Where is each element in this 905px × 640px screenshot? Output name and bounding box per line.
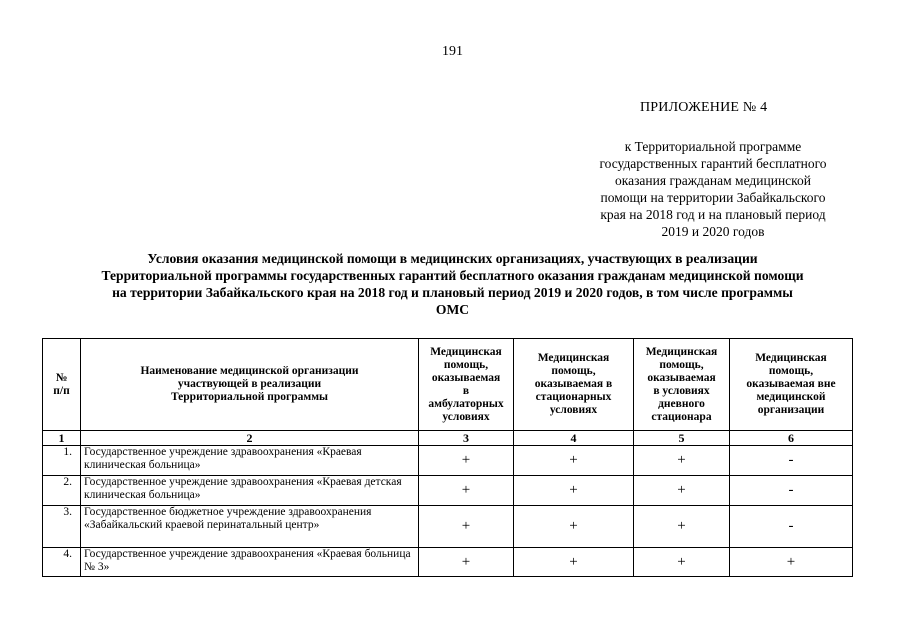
header-line: № xyxy=(55,371,68,384)
row-number: 4. xyxy=(43,548,81,577)
ambulatory-mark: + xyxy=(419,446,514,476)
header-line: помощь, xyxy=(443,358,489,371)
column-number: 2 xyxy=(81,431,419,446)
column-number: 6 xyxy=(730,431,853,446)
ambulatory-mark: + xyxy=(419,476,514,506)
organization-name: Государственное бюджетное учреждение здравоохранения «Забайкальский краевой перинатальный центр» xyxy=(81,506,419,548)
table-row xyxy=(43,548,853,577)
table-row xyxy=(43,446,853,476)
header-line: организации xyxy=(757,404,825,416)
header-line: участвующей в реализации xyxy=(177,378,322,390)
header-line: помощь, xyxy=(659,358,704,371)
appendix-note-line: 2019 и 2020 годов xyxy=(661,224,765,239)
appendix-note-line: оказания гражданам медицинской xyxy=(614,173,812,188)
stationary-mark: + xyxy=(514,476,634,506)
appendix-note-line: государственных гарантий бесплатного xyxy=(599,156,827,171)
table-row xyxy=(43,476,853,506)
row-number: 2. xyxy=(43,476,81,506)
stationary-mark: + xyxy=(514,548,634,577)
stationary-mark: + xyxy=(514,506,634,548)
day-stationary-mark: + xyxy=(634,446,730,476)
stationary-mark: + xyxy=(514,446,634,476)
table-header-row xyxy=(43,339,853,431)
header-line: условиях xyxy=(442,410,490,423)
day-stationary-mark: + xyxy=(634,506,730,548)
outside-mark: - xyxy=(730,506,853,548)
header-line: Медицинская xyxy=(755,352,827,364)
column-number: 1 xyxy=(43,431,81,446)
header-stationary xyxy=(514,339,634,431)
header-line: оказываемая в xyxy=(534,378,613,390)
header-line: оказываемая вне xyxy=(746,378,836,390)
organization-name: Государственное учреждение здравоохранения «Краевая больница № 3» xyxy=(81,548,419,577)
header-line: Территориальной программы xyxy=(170,391,329,403)
page-number: 191 xyxy=(442,44,463,59)
header-day-stationary xyxy=(634,339,730,431)
organization-name: Государственное учреждение здравоохранения «Краевая детская клиническая больница» xyxy=(81,476,419,506)
conditions-table xyxy=(42,338,853,577)
header-line: оказываемая xyxy=(431,371,501,384)
header-ambulatory xyxy=(419,339,514,431)
header-line: п/п xyxy=(53,384,70,397)
header-line: стационара xyxy=(651,410,712,423)
header-line: амбулаторных xyxy=(428,397,504,410)
outside-mark: + xyxy=(730,548,853,577)
document-heading xyxy=(40,250,865,318)
appendix-note-line: помощи на территории Забайкальского xyxy=(600,190,826,205)
header-line: медицинской xyxy=(756,391,826,403)
table-row xyxy=(43,506,853,548)
column-number: 3 xyxy=(419,431,514,446)
header-line: в условиях xyxy=(653,384,710,397)
header-name xyxy=(81,339,419,431)
header-line: Медицинская xyxy=(430,345,502,358)
row-number: 1. xyxy=(43,446,81,476)
appendix-note xyxy=(578,138,848,240)
column-number-row xyxy=(43,431,853,446)
header-line: Медицинская xyxy=(645,345,718,358)
appendix-note-line: края на 2018 год и на плановый период xyxy=(600,207,826,222)
header-line: стационарных xyxy=(535,391,612,403)
heading-line: Территориальной программы государственных гарантий бесплатного оказания гражданам медицинской помощи xyxy=(101,268,804,283)
header-line: Медицинская xyxy=(537,352,610,364)
header-line: помощь, xyxy=(551,365,596,377)
header-line: условиях xyxy=(549,404,598,416)
header-line: дневного xyxy=(658,397,705,410)
outside-mark: - xyxy=(730,476,853,506)
header-line: Наименование медицинской организации xyxy=(140,365,359,377)
ambulatory-mark: + xyxy=(419,506,514,548)
day-stationary-mark: + xyxy=(634,548,730,577)
appendix-title: ПРИЛОЖЕНИЕ № 4 xyxy=(640,100,768,115)
heading-line: на территории Забайкальского края на 2018 год и плановый период 2019 и 2020 годов, в том числе программы xyxy=(112,285,793,300)
outside-mark: - xyxy=(730,446,853,476)
header-line: оказываемая xyxy=(647,371,716,384)
heading-line: Условия оказания медицинской помощи в медицинских организациях, участвующих в реализации xyxy=(147,251,758,266)
column-number: 4 xyxy=(514,431,634,446)
heading-line: ОМС xyxy=(435,302,470,317)
header-line: помощь, xyxy=(768,365,814,377)
header-outside xyxy=(730,339,853,431)
row-number: 3. xyxy=(43,506,81,548)
day-stationary-mark: + xyxy=(634,476,730,506)
appendix-note-line: к Территориальной программе xyxy=(624,139,802,154)
ambulatory-mark: + xyxy=(419,548,514,577)
header-num xyxy=(43,339,81,431)
header-line: в xyxy=(462,384,470,397)
organization-name: Государственное учреждение здравоохранения «Краевая клиническая больница» xyxy=(81,446,419,476)
column-number: 5 xyxy=(634,431,730,446)
